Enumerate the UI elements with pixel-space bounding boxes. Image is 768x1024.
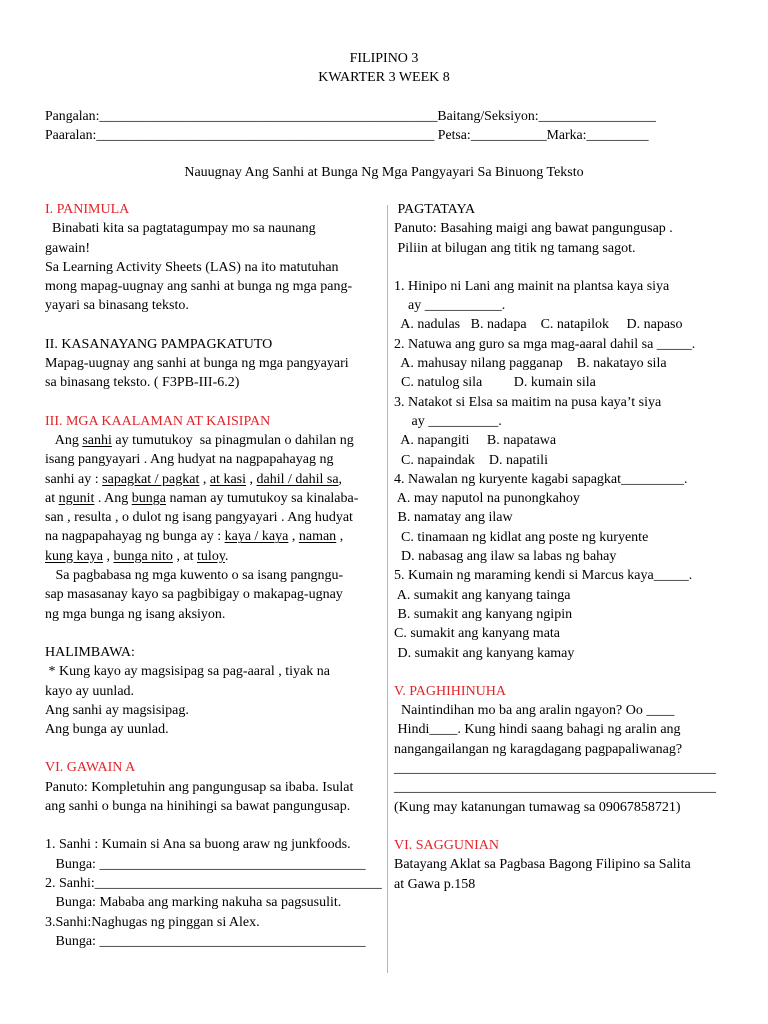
kaalaman-line: sap masasanay kayo sa pagbibigay o makapag-ugnay bbox=[45, 587, 343, 603]
pagtataya-instruction: Piliin at bilugan ang titik ng tamang sagot. bbox=[394, 240, 636, 256]
gawain-item: 3.Sanhi:Naghugas ng pinggan si Alex. bbox=[45, 914, 260, 930]
kaalaman-line: na nagpapahayag ng bunga ay : kaya / kaya , naman , bbox=[45, 529, 344, 545]
reference-line: at Gawa p.158 bbox=[394, 876, 476, 892]
term-bunga-nito: bunga nito bbox=[113, 548, 173, 564]
right-column bbox=[394, 200, 716, 894]
term-tuloy: tuloy bbox=[197, 548, 225, 564]
kaalaman-line: ng mga bunga ng isang aksiyon. bbox=[45, 606, 226, 622]
subject-title: FILIPINO 3 bbox=[349, 51, 419, 66]
kaalaman-line: Ang sanhi ay tumutukoy sa pinagmulan o dahilan ng bbox=[45, 432, 354, 448]
gawain-answer-blank[interactable]: 2. Sanhi:_________________________________________ bbox=[45, 875, 382, 891]
question-1-blank[interactable]: ay ___________. bbox=[394, 298, 506, 314]
question-5-choice[interactable]: C. sumakit ang kanyang mata bbox=[394, 626, 561, 642]
gawain-instruction: Panuto: Kompletuhin ang pangungusap sa ibaba. Isulat bbox=[45, 779, 354, 795]
term-kung-kaya: kung kaya bbox=[45, 548, 103, 564]
question-3-choices[interactable]: A. napangiti B. napatawa bbox=[394, 433, 557, 449]
section-panimula-heading: I. PANIMULA bbox=[45, 202, 130, 217]
kaalaman-line: Sa pagbabasa ng mga kuwento o sa isang pangngu- bbox=[45, 568, 344, 584]
question-1: 1. Hinipo ni Lani ang mainit na plantsa kaya siya bbox=[394, 278, 670, 294]
section-sanggunian-heading: VI. SAGGUNIAN bbox=[394, 837, 499, 853]
section-pagtataya-heading: PAGTATAYA bbox=[394, 202, 476, 217]
term-dahil: dahil / dahil sa bbox=[256, 471, 339, 487]
lesson-topic: Nauugnay Ang Sanhi at Bunga Ng Mga Pangyayari Sa Binuong Teksto bbox=[184, 165, 584, 180]
question-2: 2. Natuwa ang guro sa mga mag-aaral dahil sa _____. bbox=[394, 336, 696, 352]
question-4-choice[interactable]: A. may naputol na punongkahoy bbox=[394, 491, 580, 507]
halimbawa-line: * Kung kayo ay magsisipag sa pag-aaral , tiyak na bbox=[45, 664, 330, 680]
question-4: 4. Nawalan ng kuryente kagabi sapagkat_________. bbox=[394, 471, 688, 487]
panimula-line: Binabati kita sa pagtatagumpay mo sa naunang bbox=[45, 221, 316, 237]
kaalaman-line: sanhi ay : sapagkat / pagkat , at kasi , dahil / dahil sa, bbox=[45, 471, 343, 487]
halimbawa-heading: HALIMBAWA: bbox=[45, 644, 135, 660]
panimula-line: Sa Learning Activity Sheets (LAS) na ito matutuhan bbox=[45, 259, 339, 275]
question-5-choice[interactable]: A. sumakit ang kanyang tainga bbox=[394, 587, 571, 603]
kaalaman-line: isang pangyayari . Ang hudyat na nagpapahayag ng bbox=[45, 452, 334, 468]
halimbawa-line: kayo ay uunlad. bbox=[45, 683, 135, 699]
term-sapagkat: sapagkat / pagkat bbox=[102, 471, 200, 487]
question-3-blank[interactable]: ay __________. bbox=[394, 413, 502, 429]
question-1-choices[interactable]: A. nadulas B. nadapa C. natapilok D. napaso bbox=[394, 317, 683, 333]
panimula-line: gawain! bbox=[45, 240, 91, 256]
name-grade-line: Pangalan:_________________________________________________Baitang/Seksiyon:_________________ bbox=[45, 108, 656, 123]
halimbawa-line: Ang bunga ay uunlad. bbox=[45, 722, 169, 738]
kaalaman-line: at ngunit . Ang bunga naman ay tumutukoy sa kinalaba- bbox=[45, 490, 359, 506]
term-bunga: bunga bbox=[131, 490, 166, 506]
gawain-instruction: ang sanhi o bunga na hinihingi sa bawat pangungusap. bbox=[45, 799, 351, 815]
panimula-line: mong mapag-uugnay ang sanhi at bunga ng mga pang- bbox=[45, 279, 353, 295]
reference-line: Batayang Aklat sa Pagbasa Bagong Filipino sa Salita bbox=[394, 857, 691, 873]
quarter-title: KWARTER 3 WEEK 8 bbox=[318, 70, 450, 85]
gawain-answer-blank[interactable]: Bunga: ______________________________________ bbox=[45, 856, 366, 872]
question-3-choices[interactable]: C. napaindak D. napatili bbox=[394, 452, 548, 468]
paghihinuha-line: Hindi____. Kung hindi saang bahagi ng aralin ang bbox=[394, 722, 681, 738]
panimula-line: yayari sa binasang teksto. bbox=[45, 298, 189, 314]
school-date-score-line: Paaralan:_________________________________________________ Petsa:___________Marka:_________ bbox=[45, 127, 649, 142]
paghihinuha-answer-blank[interactable]: ______________________________________________ bbox=[394, 761, 716, 777]
section-kaalaman-heading: III. MGA KAALAMAN AT KAISIPAN bbox=[45, 413, 271, 429]
gawain-answer-blank[interactable]: Bunga: ______________________________________ bbox=[45, 933, 366, 949]
kaalaman-line: san , resulta , o dulot ng isang pangyayari . Ang hudyat bbox=[45, 510, 353, 526]
kasanayan-line: Mapag-uugnay ang sanhi at bunga ng mga pangyayari bbox=[45, 356, 349, 372]
section-gawain-heading: VI. GAWAIN A bbox=[45, 760, 136, 776]
term-sanhi: sanhi bbox=[82, 432, 112, 448]
kaalaman-line: kung kaya , bunga nito , at tuloy. bbox=[45, 548, 229, 564]
column-divider bbox=[387, 205, 388, 973]
paghihinuha-line: nangangailangan ng karagdagang pagpapaliwanag? bbox=[394, 741, 683, 757]
question-5: 5. Kumain ng maraming kendi si Marcus kaya_____. bbox=[394, 568, 693, 584]
question-4-choice[interactable]: C. tinamaan ng kidlat ang poste ng kuryente bbox=[394, 529, 649, 545]
contact-note: (Kung may katanungan tumawag sa 09067858721) bbox=[394, 799, 681, 815]
term-ngunit: ngunit bbox=[58, 490, 95, 506]
kasanayan-line: sa binasang teksto. ( F3PB-III-6.2) bbox=[45, 375, 240, 391]
term-kaya: kaya / kaya bbox=[224, 529, 289, 545]
halimbawa-line: Ang sanhi ay magsisipag. bbox=[45, 702, 189, 718]
paghihinuha-answer-blank[interactable]: ______________________________________________ bbox=[394, 780, 716, 796]
section-paghihinuha-heading: V. PAGHIHINUHA bbox=[394, 683, 507, 699]
left-column bbox=[45, 200, 382, 951]
pagtataya-instruction: Panuto: Basahing maigi ang bawat pangungusap . bbox=[394, 221, 673, 237]
term-at-kasi: at kasi bbox=[209, 471, 246, 487]
term-naman: naman bbox=[298, 529, 337, 545]
gawain-item: 1. Sanhi : Kumain si Ana sa buong araw ng junkfoods. bbox=[45, 837, 351, 853]
question-5-choice[interactable]: B. sumakit ang kanyang ngipin bbox=[394, 606, 573, 622]
question-3: 3. Natakot si Elsa sa maitim na pusa kaya’t siya bbox=[394, 394, 662, 410]
question-5-choice[interactable]: D. sumakit ang kanyang kamay bbox=[394, 645, 575, 661]
question-2-choices[interactable]: C. natulog sila D. kumain sila bbox=[394, 375, 596, 391]
paghihinuha-line: Naintindihan mo ba ang aralin ngayon? Oo ____ bbox=[394, 703, 675, 719]
question-4-choice[interactable]: D. nabasag ang ilaw sa labas ng bahay bbox=[394, 549, 617, 565]
question-4-choice[interactable]: B. namatay ang ilaw bbox=[394, 510, 513, 526]
section-kasanayan-heading: II. KASANAYANG PAMPAGKATUTO bbox=[45, 336, 273, 352]
question-2-choices[interactable]: A. mahusay nilang pagganap B. nakatayo sila bbox=[394, 356, 667, 372]
gawain-item: Bunga: Mababa ang marking nakuha sa pagsusulit. bbox=[45, 895, 342, 911]
